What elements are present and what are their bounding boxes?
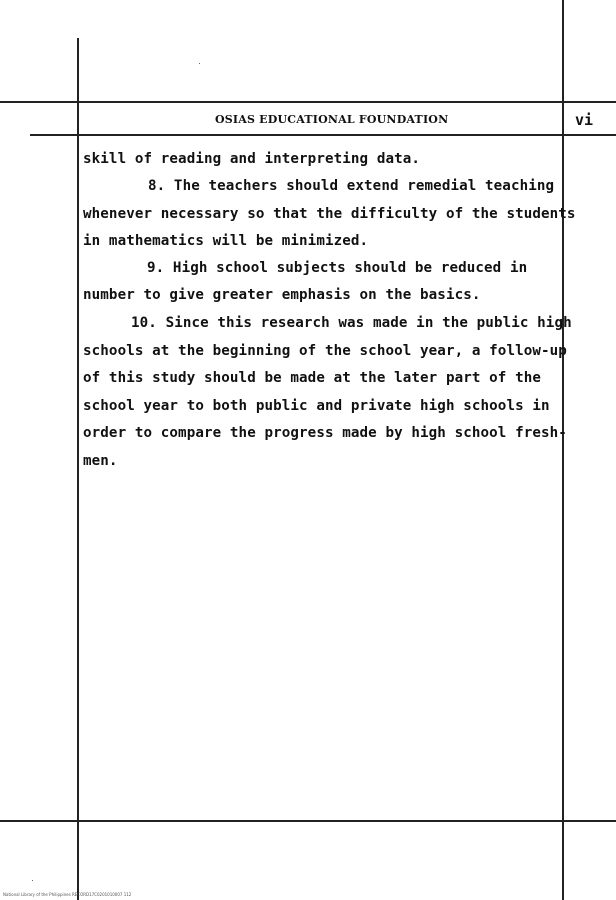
text-line: 8. The teachers should extend remedial teaching	[148, 178, 555, 194]
text-line: number to give greater emphasis on the basics.	[83, 287, 481, 303]
left-margin-rule	[77, 38, 79, 900]
header-bottom-rule	[30, 134, 616, 136]
text-line: 10. Since this research was made in the public high	[131, 315, 572, 331]
page-number: vi	[575, 111, 594, 129]
footer-rule	[0, 820, 616, 822]
text-line: order to compare the progress made by high school fresh-	[83, 425, 567, 441]
scan-speck	[32, 880, 33, 881]
text-line: school year to both public and private high schools in	[83, 398, 550, 414]
header-title: OSIAS EDUCATIONAL FOUNDATION	[215, 113, 449, 126]
text-line: skill of reading and interpreting data.	[83, 151, 421, 167]
text-line: schools at the beginning of the school year, a follow-up	[83, 343, 567, 359]
text-line: whenever necessary so that the difficulty of the students	[83, 206, 576, 222]
text-line: in mathematics will be minimized.	[83, 233, 369, 249]
scan-speck	[199, 63, 200, 64]
text-line: of this study should be made at the later part of the	[83, 370, 542, 386]
text-line: 9. High school subjects should be reduced in	[147, 260, 528, 276]
text-line: men.	[83, 453, 118, 469]
scan-footer-label: National Library of the Philippines RECORD17C0201010007 112	[3, 892, 132, 897]
header-top-rule	[0, 101, 616, 103]
